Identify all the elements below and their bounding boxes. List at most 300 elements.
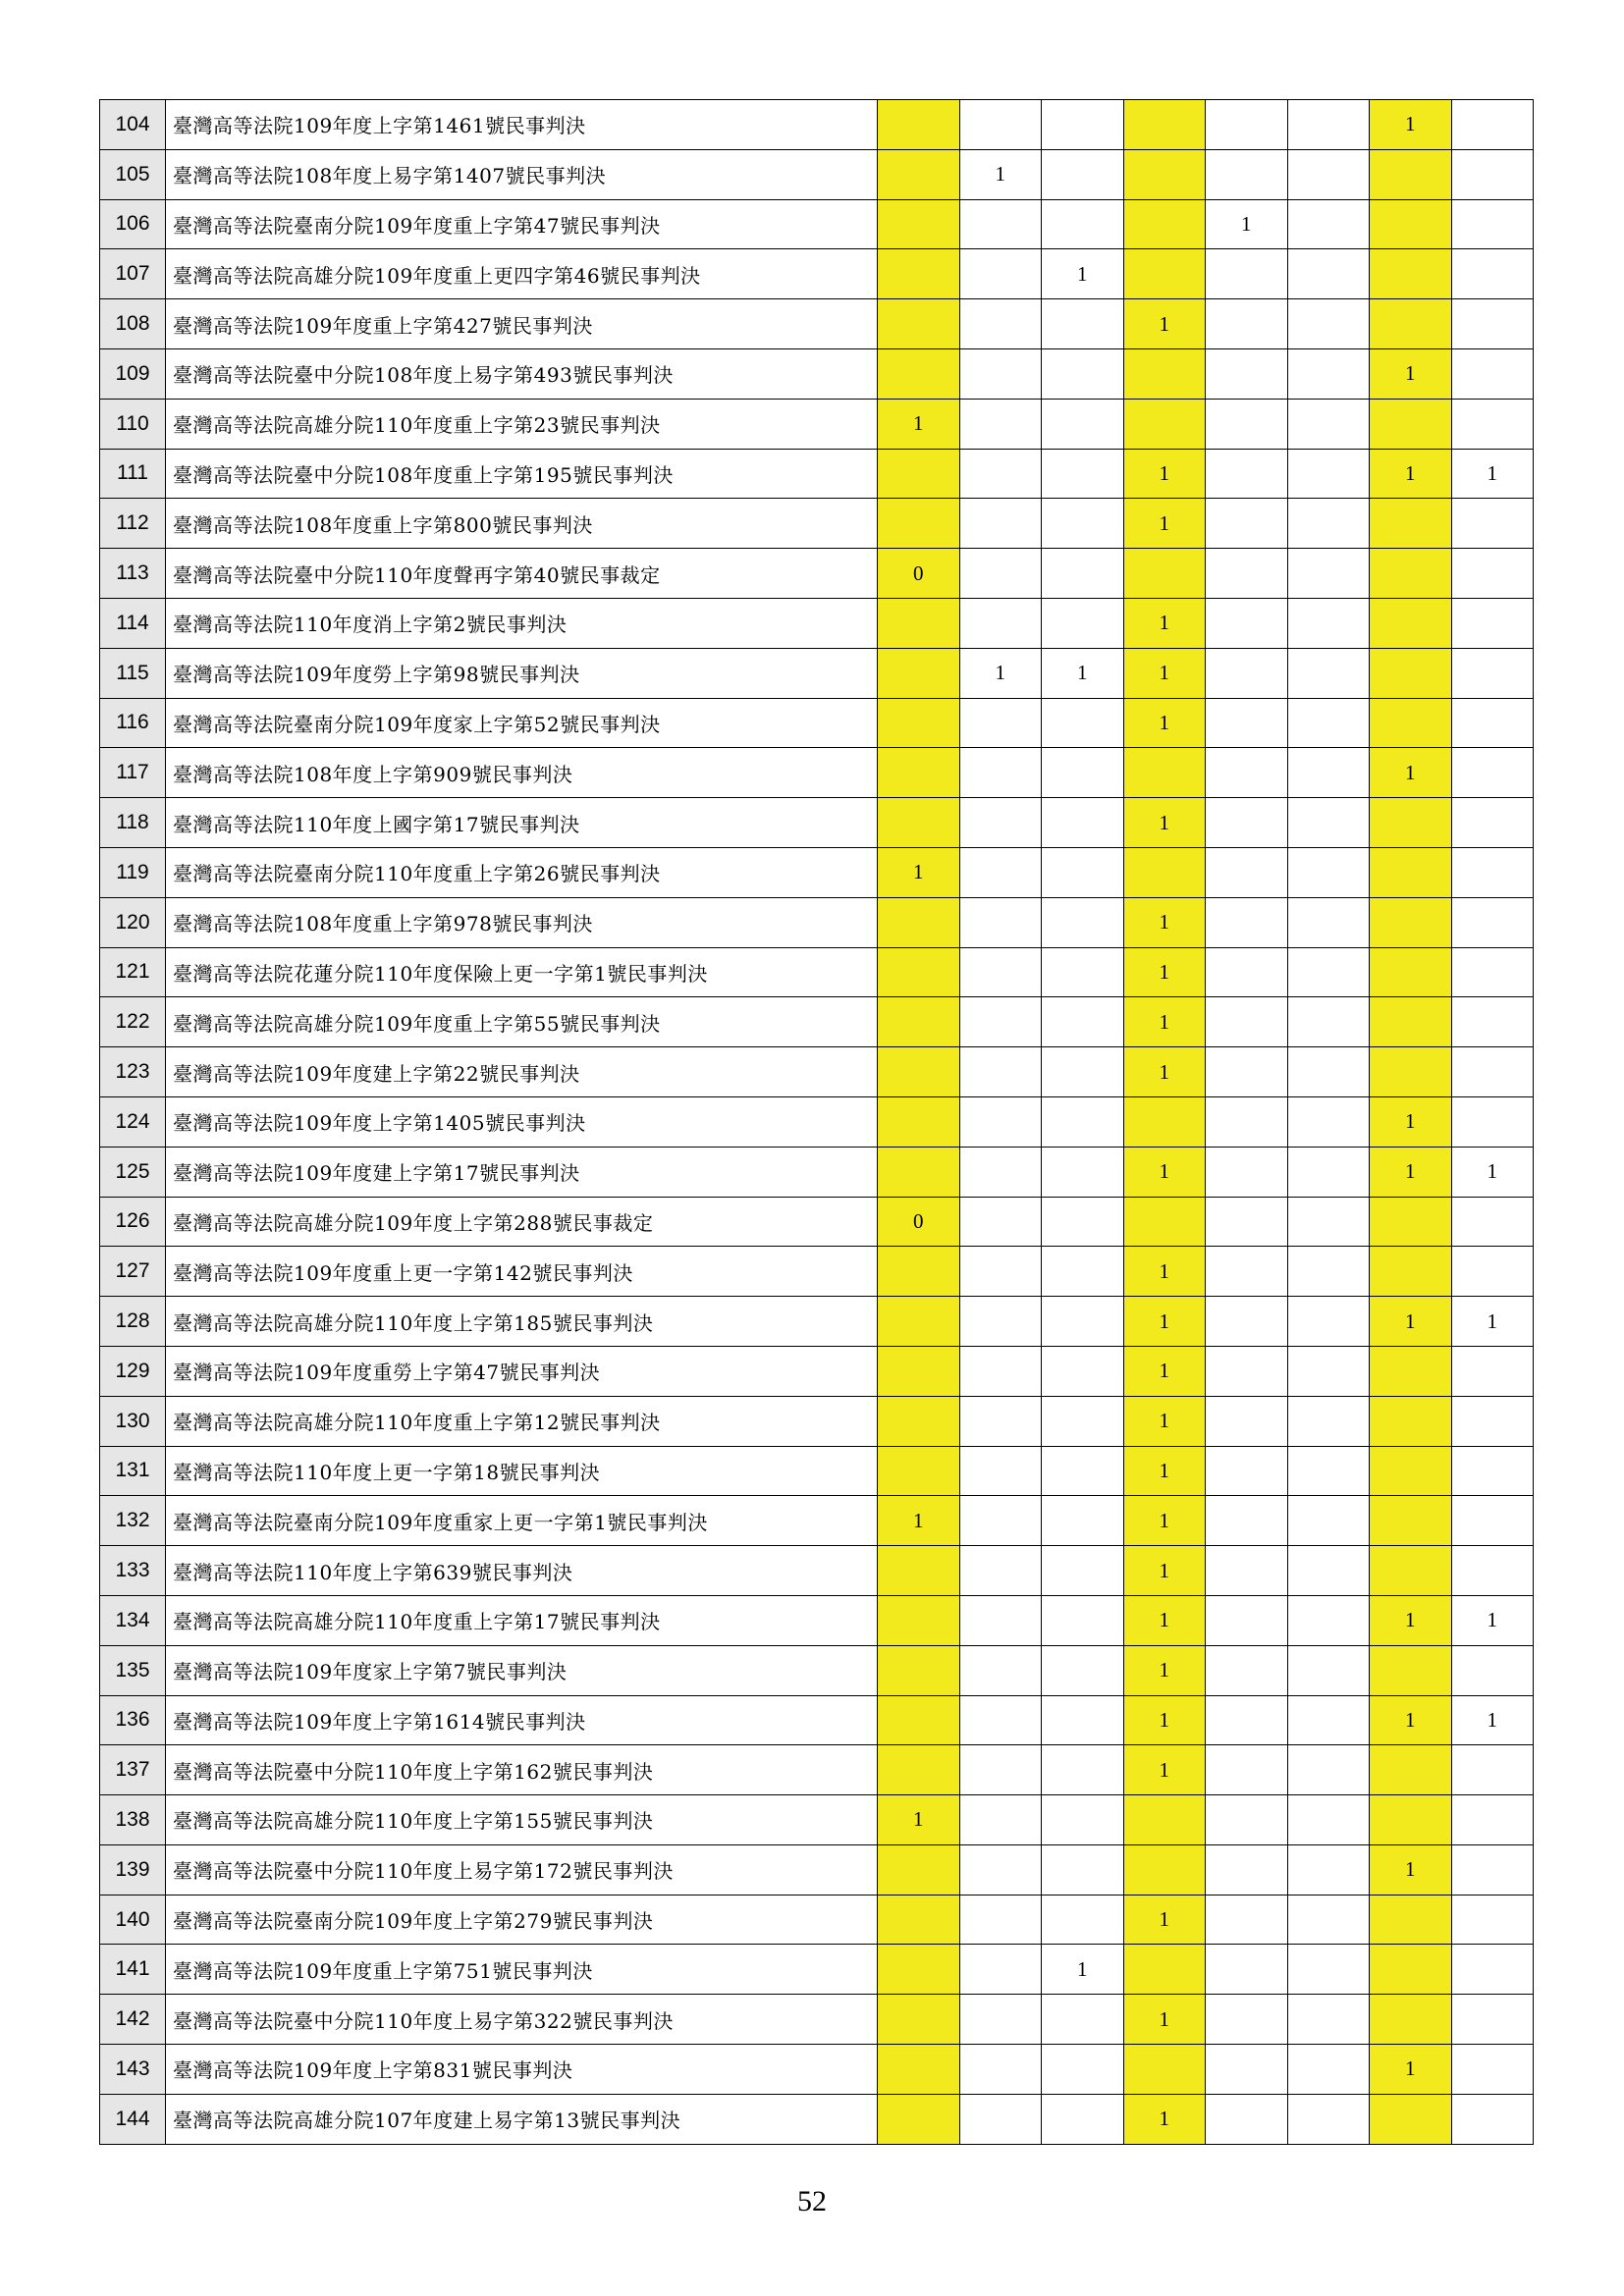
case-title: 臺灣高等法院臺中分院110年度上易字第322號民事判決: [166, 1995, 878, 2045]
value-cell-col-4: [1123, 149, 1206, 199]
case-title: 臺灣高等法院109年度重上字第751號民事判決: [166, 1945, 878, 1995]
value-cell-col-8: [1451, 299, 1534, 349]
value-cell-col-6: [1287, 1695, 1370, 1745]
row-number: 120: [100, 897, 166, 947]
value-cell-col-4: [1123, 399, 1206, 449]
table-row: [100, 1096, 1534, 1147]
value-cell-col-2: [959, 1446, 1042, 1496]
row-number: 115: [100, 648, 166, 698]
row-number: 135: [100, 1645, 166, 1695]
value-cell-col-7: 1: [1370, 1297, 1452, 1347]
table-row: [100, 897, 1534, 947]
case-title: 臺灣高等法院高雄分院109年度重上更四字第46號民事判決: [166, 249, 878, 299]
value-cell-col-3: [1042, 1297, 1124, 1347]
value-cell-col-4: [1123, 199, 1206, 249]
value-cell-col-4: [1123, 847, 1206, 897]
value-cell-col-6: [1287, 199, 1370, 249]
value-cell-col-3: [1042, 1595, 1124, 1645]
table-row: [100, 1595, 1534, 1645]
value-cell-col-1: [878, 1297, 960, 1347]
value-cell-col-3: [1042, 1895, 1124, 1945]
value-cell-col-5: [1206, 1346, 1288, 1396]
table-row: [100, 499, 1534, 549]
value-cell-col-6: [1287, 1795, 1370, 1845]
row-number: 143: [100, 2045, 166, 2095]
value-cell-col-5: [1206, 1595, 1288, 1645]
value-cell-col-6: [1287, 499, 1370, 549]
value-cell-col-2: [959, 1247, 1042, 1297]
value-cell-col-7: 1: [1370, 748, 1452, 798]
value-cell-col-8: [1451, 1895, 1534, 1945]
row-number: 129: [100, 1346, 166, 1396]
value-cell-col-5: [1206, 947, 1288, 997]
row-number: 139: [100, 1844, 166, 1895]
value-cell-col-3: [1042, 1197, 1124, 1247]
value-cell-col-3: [1042, 1546, 1124, 1596]
value-cell-col-8: [1451, 1995, 1534, 2045]
row-number: 114: [100, 598, 166, 648]
value-cell-col-4: [1123, 249, 1206, 299]
value-cell-col-5: [1206, 1695, 1288, 1745]
value-cell-col-6: [1287, 249, 1370, 299]
value-cell-col-8: [1451, 1496, 1534, 1546]
value-cell-col-7: [1370, 897, 1452, 947]
table-row: [100, 100, 1534, 150]
row-number: 132: [100, 1496, 166, 1546]
value-cell-col-4: 1: [1123, 2094, 1206, 2144]
value-cell-col-4: [1123, 748, 1206, 798]
value-cell-col-4: 1: [1123, 499, 1206, 549]
value-cell-col-3: [1042, 1096, 1124, 1147]
value-cell-col-2: [959, 1396, 1042, 1446]
value-cell-col-3: [1042, 100, 1124, 150]
value-cell-col-6: [1287, 798, 1370, 848]
value-cell-col-3: [1042, 499, 1124, 549]
value-cell-col-2: [959, 947, 1042, 997]
table-row: [100, 399, 1534, 449]
value-cell-col-5: [1206, 1945, 1288, 1995]
value-cell-col-6: [1287, 399, 1370, 449]
value-cell-col-5: [1206, 1446, 1288, 1496]
value-cell-col-5: [1206, 249, 1288, 299]
value-cell-col-7: [1370, 499, 1452, 549]
value-cell-col-5: [1206, 897, 1288, 947]
table-row: [100, 648, 1534, 698]
case-title: 臺灣高等法院臺中分院110年度上字第162號民事判決: [166, 1745, 878, 1795]
value-cell-col-2: [959, 1147, 1042, 1197]
value-cell-col-1: [878, 199, 960, 249]
case-title: 臺灣高等法院109年度上字第1405號民事判決: [166, 1096, 878, 1147]
row-number: 121: [100, 947, 166, 997]
value-cell-col-7: 1: [1370, 348, 1452, 399]
value-cell-col-5: [1206, 2045, 1288, 2095]
value-cell-col-8: [1451, 149, 1534, 199]
value-cell-col-3: [1042, 2094, 1124, 2144]
value-cell-col-3: [1042, 798, 1124, 848]
table-row: [100, 698, 1534, 748]
value-cell-col-8: [1451, 1346, 1534, 1396]
value-cell-col-8: [1451, 1047, 1534, 1097]
value-cell-col-7: [1370, 2094, 1452, 2144]
value-cell-col-7: [1370, 1197, 1452, 1247]
value-cell-col-3: [1042, 698, 1124, 748]
value-cell-col-2: [959, 897, 1042, 947]
value-cell-col-6: [1287, 847, 1370, 897]
value-cell-col-3: [1042, 1446, 1124, 1496]
row-number: 117: [100, 748, 166, 798]
case-title: 臺灣高等法院108年度重上字第978號民事判決: [166, 897, 878, 947]
value-cell-col-6: [1287, 299, 1370, 349]
value-cell-col-1: [878, 1446, 960, 1496]
value-cell-col-6: [1287, 1446, 1370, 1496]
value-cell-col-5: [1206, 847, 1288, 897]
value-cell-col-3: [1042, 1496, 1124, 1546]
value-cell-col-5: [1206, 1844, 1288, 1895]
value-cell-col-1: [878, 1147, 960, 1197]
value-cell-col-6: [1287, 2045, 1370, 2095]
value-cell-col-5: [1206, 997, 1288, 1047]
value-cell-col-8: [1451, 1446, 1534, 1496]
value-cell-col-2: 1: [959, 648, 1042, 698]
table-row: [100, 1446, 1534, 1496]
value-cell-col-7: [1370, 847, 1452, 897]
value-cell-col-7: [1370, 648, 1452, 698]
value-cell-col-6: [1287, 1096, 1370, 1147]
value-cell-col-3: [1042, 2045, 1124, 2095]
value-cell-col-1: 1: [878, 399, 960, 449]
value-cell-col-7: [1370, 947, 1452, 997]
table-row: [100, 1745, 1534, 1795]
value-cell-col-4: 1: [1123, 598, 1206, 648]
value-cell-col-5: [1206, 499, 1288, 549]
case-title: 臺灣高等法院高雄分院110年度重上字第23號民事判決: [166, 399, 878, 449]
value-cell-col-7: 1: [1370, 1844, 1452, 1895]
case-title: 臺灣高等法院110年度上字第639號民事判決: [166, 1546, 878, 1596]
value-cell-col-5: [1206, 1096, 1288, 1147]
value-cell-col-4: 1: [1123, 947, 1206, 997]
value-cell-col-7: [1370, 1546, 1452, 1596]
value-cell-col-8: [1451, 1844, 1534, 1895]
value-cell-col-6: [1287, 947, 1370, 997]
value-cell-col-1: [878, 1745, 960, 1795]
value-cell-col-4: [1123, 348, 1206, 399]
row-number: 113: [100, 549, 166, 599]
case-title: 臺灣高等法院109年度建上字第17號民事判決: [166, 1147, 878, 1197]
value-cell-col-7: 1: [1370, 100, 1452, 150]
value-cell-col-1: [878, 1396, 960, 1446]
value-cell-col-3: [1042, 1346, 1124, 1396]
row-number: 108: [100, 299, 166, 349]
value-cell-col-7: [1370, 1247, 1452, 1297]
row-number: 104: [100, 100, 166, 150]
value-cell-col-1: [878, 1645, 960, 1695]
value-cell-col-3: [1042, 1844, 1124, 1895]
value-cell-col-2: [959, 1645, 1042, 1695]
case-title: 臺灣高等法院109年度上字第1614號民事判決: [166, 1695, 878, 1745]
value-cell-col-1: [878, 348, 960, 399]
value-cell-col-2: [959, 1895, 1042, 1945]
value-cell-col-5: [1206, 348, 1288, 399]
table-row: [100, 1795, 1534, 1845]
case-title: 臺灣高等法院高雄分院110年度重上字第17號民事判決: [166, 1595, 878, 1645]
value-cell-col-3: [1042, 1995, 1124, 2045]
value-cell-col-4: 1: [1123, 1247, 1206, 1297]
value-cell-col-8: [1451, 947, 1534, 997]
row-number: 116: [100, 698, 166, 748]
value-cell-col-2: [959, 399, 1042, 449]
case-title: 臺灣高等法院高雄分院107年度建上易字第13號民事判決: [166, 2094, 878, 2144]
value-cell-col-5: [1206, 2094, 1288, 2144]
row-number: 144: [100, 2094, 166, 2144]
value-cell-col-2: [959, 847, 1042, 897]
case-title: 臺灣高等法院高雄分院109年度重上字第55號民事判決: [166, 997, 878, 1047]
table-row: [100, 748, 1534, 798]
case-title: 臺灣高等法院109年度家上字第7號民事判決: [166, 1645, 878, 1695]
value-cell-col-5: [1206, 1795, 1288, 1845]
value-cell-col-3: [1042, 149, 1124, 199]
value-cell-col-2: [959, 997, 1042, 1047]
row-number: 133: [100, 1546, 166, 1596]
value-cell-col-5: [1206, 698, 1288, 748]
value-cell-col-3: [1042, 549, 1124, 599]
value-cell-col-6: [1287, 1147, 1370, 1197]
value-cell-col-1: [878, 499, 960, 549]
case-title: 臺灣高等法院臺中分院110年度上易字第172號民事判決: [166, 1844, 878, 1895]
value-cell-col-4: 1: [1123, 1396, 1206, 1446]
value-cell-col-8: [1451, 399, 1534, 449]
value-cell-col-4: [1123, 1096, 1206, 1147]
value-cell-col-8: [1451, 549, 1534, 599]
value-cell-col-2: [959, 1346, 1042, 1396]
case-title: 臺灣高等法院臺南分院109年度重上字第47號民事判決: [166, 199, 878, 249]
value-cell-col-3: [1042, 399, 1124, 449]
table-row: [100, 598, 1534, 648]
value-cell-col-6: [1287, 549, 1370, 599]
value-cell-col-2: [959, 1496, 1042, 1546]
value-cell-col-5: [1206, 1247, 1288, 1297]
value-cell-col-3: 1: [1042, 648, 1124, 698]
value-cell-col-3: [1042, 847, 1124, 897]
value-cell-col-3: [1042, 1645, 1124, 1695]
value-cell-col-4: 1: [1123, 997, 1206, 1047]
value-cell-col-5: [1206, 1745, 1288, 1795]
value-cell-col-7: [1370, 1645, 1452, 1695]
value-cell-col-2: [959, 1695, 1042, 1745]
value-cell-col-2: [959, 1745, 1042, 1795]
table-row: [100, 1844, 1534, 1895]
value-cell-col-2: [959, 598, 1042, 648]
case-title: 臺灣高等法院高雄分院110年度重上字第12號民事判決: [166, 1396, 878, 1446]
table-row: [100, 1396, 1534, 1446]
value-cell-col-3: [1042, 1695, 1124, 1745]
value-cell-col-4: 1: [1123, 1147, 1206, 1197]
value-cell-col-2: [959, 1995, 1042, 2045]
table-row: [100, 149, 1534, 199]
value-cell-col-3: [1042, 1745, 1124, 1795]
value-cell-col-6: [1287, 1496, 1370, 1546]
value-cell-col-4: 1: [1123, 1595, 1206, 1645]
value-cell-col-3: [1042, 748, 1124, 798]
value-cell-col-1: [878, 1047, 960, 1097]
value-cell-col-8: [1451, 2094, 1534, 2144]
case-title: 臺灣高等法院高雄分院110年度上字第155號民事判決: [166, 1795, 878, 1845]
value-cell-col-4: [1123, 2045, 1206, 2095]
value-cell-col-6: [1287, 1895, 1370, 1945]
value-cell-col-8: 1: [1451, 449, 1534, 499]
value-cell-col-8: [1451, 1197, 1534, 1247]
value-cell-col-5: [1206, 1147, 1288, 1197]
value-cell-col-4: 1: [1123, 1047, 1206, 1097]
value-cell-col-8: [1451, 1546, 1534, 1596]
value-cell-col-7: [1370, 549, 1452, 599]
value-cell-col-2: [959, 2045, 1042, 2095]
value-cell-col-1: [878, 299, 960, 349]
value-cell-col-4: 1: [1123, 1745, 1206, 1795]
value-cell-col-7: [1370, 1047, 1452, 1097]
value-cell-col-6: [1287, 449, 1370, 499]
row-number: 130: [100, 1396, 166, 1446]
value-cell-col-6: [1287, 1844, 1370, 1895]
value-cell-col-6: [1287, 1995, 1370, 2045]
value-cell-col-1: [878, 1995, 960, 2045]
table-row: [100, 1047, 1534, 1097]
value-cell-col-3: [1042, 1247, 1124, 1297]
value-cell-col-6: [1287, 698, 1370, 748]
value-cell-col-6: [1287, 1297, 1370, 1347]
value-cell-col-4: 1: [1123, 1496, 1206, 1546]
row-number: 127: [100, 1247, 166, 1297]
table-row: [100, 449, 1534, 499]
value-cell-col-6: [1287, 648, 1370, 698]
table-row: [100, 1945, 1534, 1995]
value-cell-col-8: [1451, 499, 1534, 549]
row-number: 119: [100, 847, 166, 897]
value-cell-col-1: [878, 698, 960, 748]
value-cell-col-7: [1370, 199, 1452, 249]
value-cell-col-7: [1370, 249, 1452, 299]
value-cell-col-1: [878, 947, 960, 997]
value-cell-col-8: 1: [1451, 1695, 1534, 1745]
value-cell-col-2: [959, 1795, 1042, 1845]
value-cell-col-4: 1: [1123, 1297, 1206, 1347]
value-cell-col-6: [1287, 2094, 1370, 2144]
value-cell-col-5: [1206, 399, 1288, 449]
row-number: 124: [100, 1096, 166, 1147]
table-row: [100, 1496, 1534, 1546]
case-title: 臺灣高等法院109年度上字第1461號民事判決: [166, 100, 878, 150]
value-cell-col-7: 1: [1370, 1695, 1452, 1745]
case-table: [99, 99, 1534, 2145]
value-cell-col-4: [1123, 1945, 1206, 1995]
value-cell-col-2: [959, 1595, 1042, 1645]
value-cell-col-4: 1: [1123, 1695, 1206, 1745]
row-number: 142: [100, 1995, 166, 2045]
table-row: [100, 1346, 1534, 1396]
row-number: 138: [100, 1795, 166, 1845]
row-number: 137: [100, 1745, 166, 1795]
value-cell-col-6: [1287, 997, 1370, 1047]
value-cell-col-1: [878, 1945, 960, 1995]
value-cell-col-7: [1370, 1346, 1452, 1396]
value-cell-col-3: [1042, 1396, 1124, 1446]
value-cell-col-1: [878, 1895, 960, 1945]
case-title: 臺灣高等法院110年度消上字第2號民事判決: [166, 598, 878, 648]
value-cell-col-6: [1287, 897, 1370, 947]
value-cell-col-4: 1: [1123, 299, 1206, 349]
value-cell-col-5: [1206, 648, 1288, 698]
case-title: 臺灣高等法院臺南分院109年度上字第279號民事判決: [166, 1895, 878, 1945]
value-cell-col-2: [959, 698, 1042, 748]
value-cell-col-1: [878, 897, 960, 947]
row-number: 123: [100, 1047, 166, 1097]
table-row: [100, 847, 1534, 897]
value-cell-col-7: [1370, 299, 1452, 349]
value-cell-col-4: 1: [1123, 1446, 1206, 1496]
table-row: [100, 997, 1534, 1047]
value-cell-col-7: 1: [1370, 2045, 1452, 2095]
value-cell-col-5: [1206, 1297, 1288, 1347]
case-title: 臺灣高等法院109年度建上字第22號民事判決: [166, 1047, 878, 1097]
table-row: [100, 1995, 1534, 2045]
value-cell-col-2: [959, 100, 1042, 150]
value-cell-col-4: 1: [1123, 798, 1206, 848]
value-cell-col-8: [1451, 1396, 1534, 1446]
value-cell-col-5: 1: [1206, 199, 1288, 249]
value-cell-col-7: [1370, 598, 1452, 648]
value-cell-col-1: 0: [878, 549, 960, 599]
value-cell-col-2: [959, 249, 1042, 299]
case-title: 臺灣高等法院109年度上字第831號民事判決: [166, 2045, 878, 2095]
value-cell-col-2: [959, 748, 1042, 798]
value-cell-col-6: [1287, 598, 1370, 648]
row-number: 140: [100, 1895, 166, 1945]
value-cell-col-7: [1370, 1795, 1452, 1845]
value-cell-col-7: 1: [1370, 1595, 1452, 1645]
value-cell-col-8: [1451, 1745, 1534, 1795]
value-cell-col-8: 1: [1451, 1595, 1534, 1645]
value-cell-col-6: [1287, 1197, 1370, 1247]
value-cell-col-8: [1451, 1096, 1534, 1147]
value-cell-col-5: [1206, 1995, 1288, 2045]
value-cell-col-7: 1: [1370, 449, 1452, 499]
table-row: [100, 348, 1534, 399]
value-cell-col-4: 1: [1123, 1346, 1206, 1396]
value-cell-col-6: [1287, 1745, 1370, 1795]
case-title: 臺灣高等法院臺中分院110年度聲再字第40號民事裁定: [166, 549, 878, 599]
value-cell-col-6: [1287, 1645, 1370, 1695]
table-row: [100, 1247, 1534, 1297]
value-cell-col-8: 1: [1451, 1147, 1534, 1197]
value-cell-col-8: [1451, 648, 1534, 698]
value-cell-col-8: [1451, 1795, 1534, 1845]
value-cell-col-8: [1451, 798, 1534, 848]
value-cell-col-1: [878, 2094, 960, 2144]
case-title: 臺灣高等法院臺南分院110年度重上字第26號民事判決: [166, 847, 878, 897]
case-title: 臺灣高等法院109年度重上更一字第142號民事判決: [166, 1247, 878, 1297]
value-cell-col-2: [959, 1197, 1042, 1247]
table-row: [100, 249, 1534, 299]
page-number: 52: [797, 2185, 827, 2217]
value-cell-col-5: [1206, 149, 1288, 199]
value-cell-col-4: 1: [1123, 449, 1206, 499]
case-title: 臺灣高等法院高雄分院110年度上字第185號民事判決: [166, 1297, 878, 1347]
value-cell-col-2: [959, 1844, 1042, 1895]
value-cell-col-1: [878, 1247, 960, 1297]
value-cell-col-7: [1370, 1945, 1452, 1995]
case-title: 臺灣高等法院109年度勞上字第98號民事判決: [166, 648, 878, 698]
table-row: [100, 1546, 1534, 1596]
case-title: 臺灣高等法院110年度上更一字第18號民事判決: [166, 1446, 878, 1496]
